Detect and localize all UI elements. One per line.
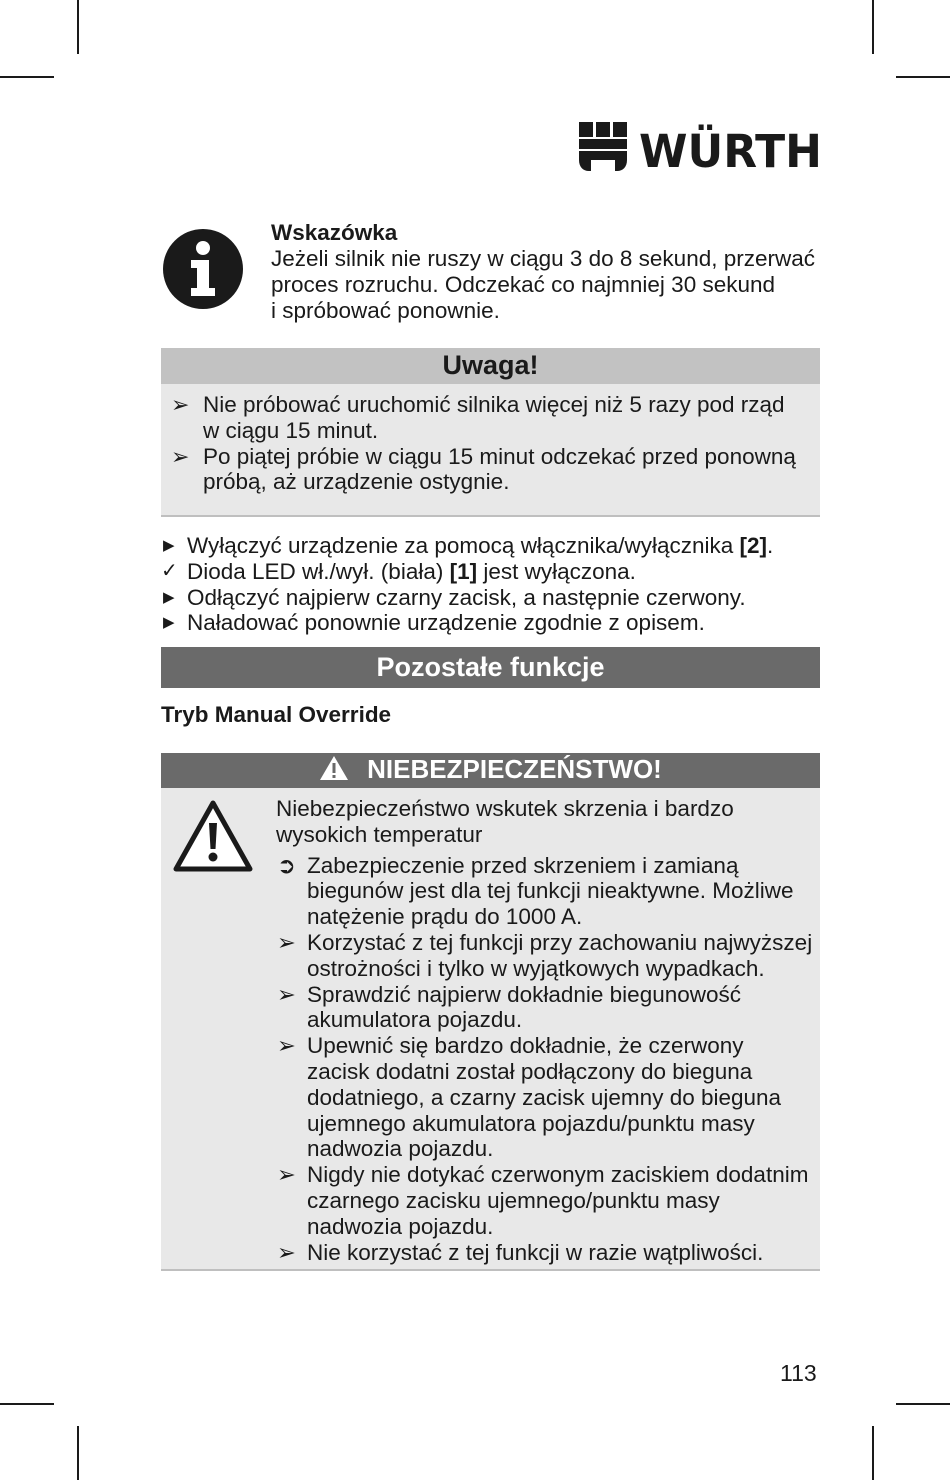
caution-header: [161, 348, 820, 384]
caution-item: [161, 392, 820, 444]
danger-item-line: Korzystać z tej funkcji przy zachowaniu najwyższej: [307, 929, 813, 955]
crop-mark: [77, 0, 79, 54]
danger-content: [276, 796, 816, 1265]
danger-header: [161, 753, 820, 788]
step-item: [161, 585, 821, 611]
svg-text:WÜRTH: WÜRTH: [639, 125, 822, 176]
step-text: Wyłączyć urządzenie za pomocą włącznika/wyłącznika: [187, 533, 740, 558]
section-header: [161, 647, 820, 688]
steps-list: [161, 533, 821, 636]
danger-item-line: Upewnić się bardzo dokładnie, że czerwony: [307, 1033, 744, 1059]
page-number: 113: [780, 1360, 817, 1386]
danger-item-line: nadwozia pojazdu.: [307, 1136, 494, 1162]
caution-item-line: w ciągu 15 minut.: [203, 417, 379, 443]
curved-arrow-icon: ➲: [277, 852, 296, 878]
caution-item: [161, 444, 820, 496]
danger-item-line: Sprawdzić najpierw dokładnie biegunowość: [307, 981, 742, 1007]
warning-triangle-icon: [172, 799, 254, 873]
danger-item-line: ostrożności i tylko w wyjątkowych wypadkach.: [307, 955, 765, 981]
arrow-bullet-icon: ➢: [171, 392, 190, 417]
danger-item-line: Nigdy nie dotykać czerwonym zaciskiem dodatnim: [307, 1162, 809, 1188]
crop-mark: [0, 76, 54, 78]
danger-item-line: dodatniego, a czarny zacisk ujemny do bieguna: [307, 1084, 782, 1110]
hint-line: i spróbować ponownie.: [271, 297, 500, 323]
danger-item-line: Nie korzystać z tej funkcji w razie wątpliwości.: [307, 1239, 764, 1265]
triangle-bullet-icon: ▶: [163, 537, 175, 554]
subheading: Tryb Manual Override: [161, 702, 392, 727]
danger-item-line: ujemnego akumulatora pojazdu/punktu masy: [307, 1110, 755, 1136]
step-item: [161, 610, 821, 636]
hint-block: [271, 220, 831, 323]
arrow-bullet-icon: ➢: [277, 981, 296, 1007]
danger-item: [276, 930, 816, 982]
arrow-bullet-icon: ➢: [277, 1033, 296, 1059]
arrow-bullet-icon: ➢: [277, 1162, 296, 1188]
danger-item: [276, 982, 816, 1034]
step-ref: [1]: [449, 558, 478, 584]
danger-item: [276, 1162, 816, 1239]
crop-mark: [0, 1403, 54, 1405]
wurth-logo: [579, 120, 824, 176]
triangle-bullet-icon: ▶: [163, 614, 175, 632]
danger-item-line: akumulatora pojazdu.: [307, 1007, 523, 1033]
danger-intro-line: wysokich temperatur: [276, 821, 483, 847]
hint-line: proces rozruchu. Odczekać co najmniej 30 sekund: [271, 271, 776, 297]
info-icon: [162, 228, 244, 310]
caution-box: [161, 384, 820, 517]
danger-box: [161, 788, 820, 1271]
arrow-bullet-icon: ➢: [277, 929, 296, 955]
arrow-bullet-icon: ➢: [171, 443, 190, 469]
caution-title: Uwaga!: [442, 350, 539, 380]
danger-item-line: Zabezpieczenie przed skrzeniem i zamianą: [307, 852, 739, 878]
danger-intro-line: Niebezpieczeństwo wskutek skrzenia i bardzo: [276, 796, 734, 821]
caution-item-line: Nie próbować uruchomić silnika więcej niż 5 razy pod rząd: [203, 392, 785, 417]
danger-item: [276, 1033, 816, 1162]
danger-item: [276, 1240, 816, 1266]
step-item: [161, 559, 821, 585]
step-text: Dioda LED wł./wył. (biała): [187, 558, 450, 584]
step-suffix: jest wyłączona.: [477, 558, 636, 584]
danger-item-line: czarnego zacisku ujemnego/punktu masy: [307, 1187, 720, 1213]
danger-title: NIEBEZPIECZEŃSTWO!: [367, 754, 662, 784]
caution-item-line: Po piątej próbie w ciągu 15 minut odczekać przed ponowną: [203, 443, 796, 469]
hint-line: Jeżeli silnik nie ruszy w ciągu 3 do 8 sekund, przerwać: [271, 246, 815, 271]
caution-item-line: próbą, aż urządzenie ostygnie.: [203, 469, 510, 495]
step-ref: [2]: [739, 533, 768, 558]
step-item: [161, 533, 821, 559]
crop-mark: [872, 0, 874, 54]
danger-item-line: biegunów jest dla tej funkcji nieaktywne. Możliwe: [307, 878, 794, 904]
hint-title: Wskazówka: [271, 220, 398, 245]
crop-mark: [872, 1426, 874, 1480]
danger-item: [276, 853, 816, 930]
crop-mark: [896, 1403, 950, 1405]
step-text: Odłączyć najpierw czarny zacisk, a następnie czerwony.: [187, 584, 746, 610]
section-title: Pozostałe funkcje: [376, 652, 605, 682]
danger-item-line: zacisk dodatni został podłączony do bieguna: [307, 1058, 753, 1084]
danger-item-line: nadwozia pojazdu.: [307, 1213, 494, 1239]
crop-mark: [77, 1426, 79, 1480]
danger-item-line: natężenie prądu do 1000 A.: [307, 904, 583, 930]
check-icon: ✓: [161, 559, 178, 582]
warning-icon: [319, 755, 349, 781]
step-suffix: .: [767, 533, 774, 558]
arrow-bullet-icon: ➢: [277, 1239, 296, 1265]
crop-mark: [896, 76, 950, 78]
step-text: Naładować ponownie urządzenie zgodnie z opisem.: [187, 610, 705, 636]
triangle-bullet-icon: ▶: [163, 588, 175, 606]
